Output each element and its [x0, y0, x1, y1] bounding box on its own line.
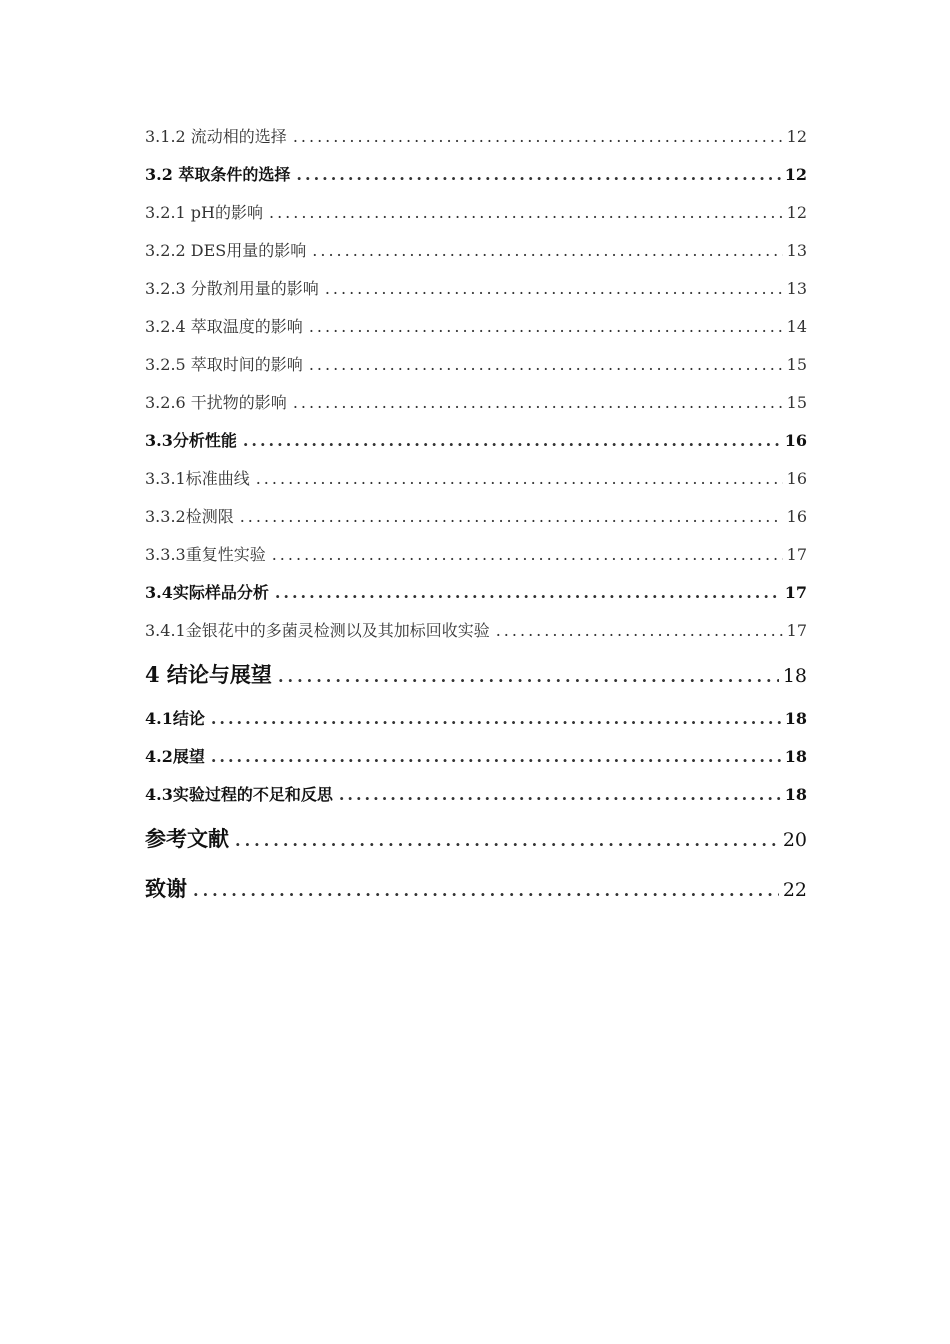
toc-entry[interactable] — [145, 700, 807, 738]
toc-entry-label: 致谢 — [145, 876, 187, 901]
dot-leader — [243, 422, 781, 460]
toc-entry[interactable] — [145, 738, 807, 776]
toc-entry[interactable] — [145, 270, 807, 308]
toc-entry[interactable] — [145, 194, 807, 232]
toc-entry[interactable] — [145, 650, 807, 700]
toc-entry-page-number: 17 — [786, 621, 807, 640]
toc-entry-label: 4 结论与展望 — [145, 662, 272, 687]
dot-leader — [193, 866, 779, 916]
toc-entry-page-number: 22 — [782, 879, 807, 901]
dot-leader — [211, 700, 781, 738]
toc-entry-label: 3.4.1金银花中的多菌灵检测以及其加标回收实验 — [145, 621, 490, 640]
toc-entry-page-number: 17 — [784, 583, 807, 602]
dot-leader — [496, 612, 783, 650]
toc-entry-label: 3.3.3重复性实验 — [145, 545, 266, 564]
toc-entry[interactable] — [145, 460, 807, 498]
toc-entry-label: 3.3分析性能 — [145, 431, 237, 450]
toc-entry-label: 3.2.3 分散剂用量的影响 — [145, 279, 319, 298]
dot-leader — [278, 652, 779, 702]
toc-entry-label: 4.1结论 — [145, 709, 205, 728]
toc-entry-page-number: 16 — [786, 469, 807, 488]
toc-entry[interactable] — [145, 308, 807, 346]
toc-entry[interactable] — [145, 384, 807, 422]
dot-leader — [339, 776, 781, 814]
toc-entry-page-number: 17 — [786, 545, 807, 564]
toc-entry-page-number: 18 — [784, 747, 807, 766]
dot-leader — [275, 574, 781, 612]
toc-entry-page-number: 13 — [786, 241, 807, 260]
toc-entry-label: 3.3.1标准曲线 — [145, 469, 250, 488]
toc-entry[interactable] — [145, 498, 807, 536]
toc-entry[interactable] — [145, 536, 807, 574]
toc-entry[interactable] — [145, 612, 807, 650]
toc-entry-label: 3.2.6 干扰物的影响 — [145, 393, 287, 412]
toc-entry[interactable] — [145, 232, 807, 270]
dot-leader — [272, 536, 783, 574]
toc-entry-page-number: 18 — [782, 665, 807, 687]
toc-entry-label: 3.2 萃取条件的选择 — [145, 165, 291, 184]
toc-entry-label: 3.4实际样品分析 — [145, 583, 269, 602]
dot-leader — [309, 346, 783, 384]
toc-entry-label: 3.2.1 pH的影响 — [145, 203, 263, 222]
toc-entry-page-number: 12 — [784, 165, 807, 184]
toc-entry-page-number: 15 — [786, 393, 807, 412]
dot-leader — [312, 232, 782, 270]
dot-leader — [296, 156, 780, 194]
toc-entry-page-number: 20 — [782, 829, 807, 851]
toc-entry-label: 3.3.2检测限 — [145, 507, 234, 526]
dot-leader — [211, 738, 781, 776]
dot-leader — [240, 498, 783, 536]
toc-entry-label: 3.2.4 萃取温度的影响 — [145, 317, 303, 336]
toc-entry-page-number: 16 — [786, 507, 807, 526]
toc-entry-page-number: 13 — [786, 279, 807, 298]
toc-entry-page-number: 15 — [786, 355, 807, 374]
toc-entry[interactable] — [145, 346, 807, 384]
toc-entry[interactable] — [145, 156, 807, 194]
toc-entry[interactable] — [145, 864, 807, 914]
toc-entry-page-number: 18 — [784, 709, 807, 728]
toc-entry[interactable] — [145, 574, 807, 612]
dot-leader — [256, 460, 783, 498]
toc-entry-label: 3.2.2 DES用量的影响 — [145, 241, 307, 260]
dot-leader — [293, 384, 783, 422]
toc-entry[interactable] — [145, 776, 807, 814]
toc-entry-label: 参考文献 — [145, 826, 229, 851]
toc-entry-page-number: 12 — [786, 127, 807, 146]
toc-entry-label: 3.1.2 流动相的选择 — [145, 127, 287, 146]
toc-entry-label: 4.2展望 — [145, 747, 205, 766]
toc-entry-page-number: 18 — [784, 785, 807, 804]
dot-leader — [293, 118, 783, 156]
toc-entry[interactable] — [145, 118, 807, 156]
toc-entry-label: 4.3实验过程的不足和反思 — [145, 785, 333, 804]
toc-entry-page-number: 12 — [786, 203, 807, 222]
dot-leader — [325, 270, 783, 308]
toc-entry[interactable] — [145, 422, 807, 460]
toc-entry[interactable] — [145, 814, 807, 864]
toc-entry-page-number: 16 — [784, 431, 807, 450]
dot-leader — [235, 816, 779, 866]
dot-leader — [269, 194, 783, 232]
toc-entry-label: 3.2.5 萃取时间的影响 — [145, 355, 303, 374]
toc-entry-page-number: 14 — [786, 317, 807, 336]
dot-leader — [309, 308, 783, 346]
table-of-contents — [145, 118, 807, 914]
